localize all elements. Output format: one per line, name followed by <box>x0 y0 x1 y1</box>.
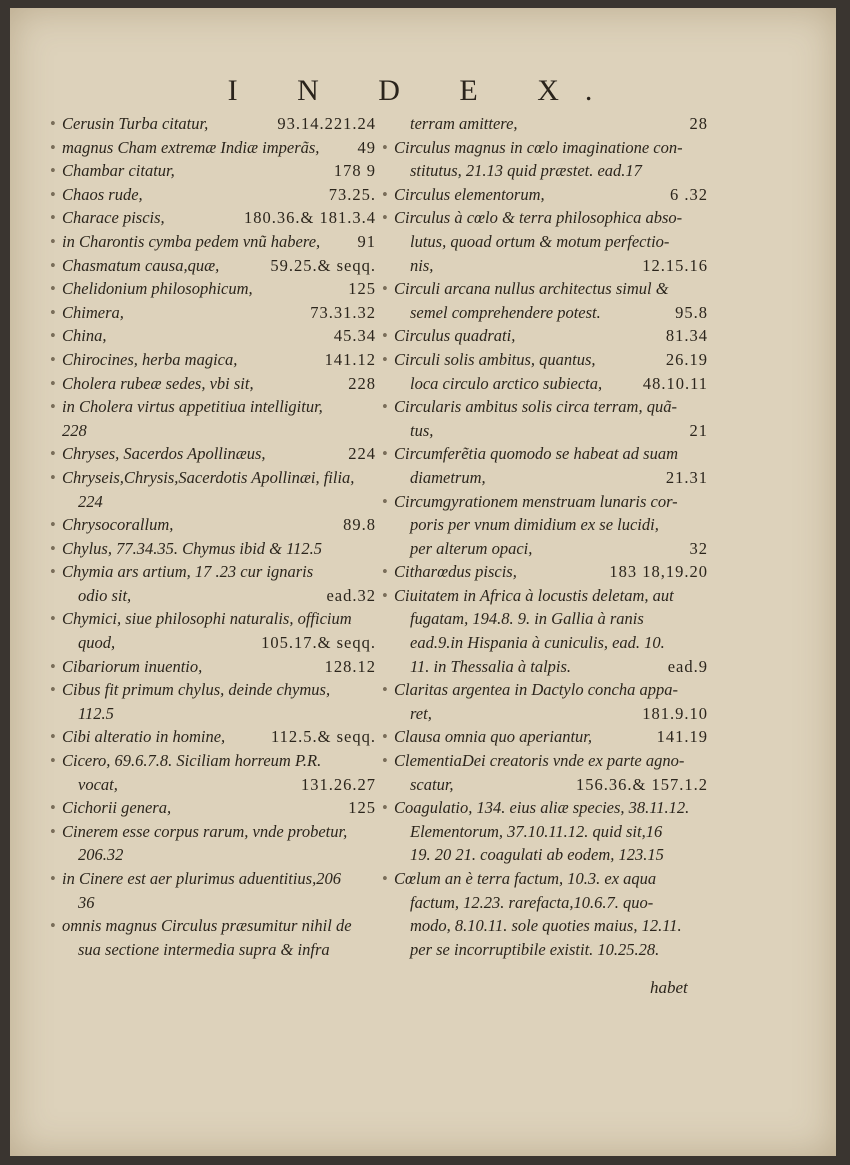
entry-page-ref: 183 18,19.20 <box>609 562 708 582</box>
entry-bullet: • <box>50 302 56 322</box>
entry-bullet: • <box>382 279 388 299</box>
index-entry <box>50 867 376 891</box>
index-entry <box>382 254 708 278</box>
entry-bullet: • <box>382 184 388 204</box>
entry-bullet: • <box>50 326 56 346</box>
index-entry <box>50 749 376 773</box>
entry-text: Clausa omnia quo aperiantur, <box>394 727 593 747</box>
entry-page-ref: 89.8 <box>343 515 376 535</box>
entry-text: Cibus fit primum chylus, deinde chymus, <box>62 680 331 700</box>
entry-bullet: • <box>382 137 388 157</box>
index-entry <box>50 348 376 372</box>
index-entry <box>50 537 376 561</box>
entry-bullet: • <box>50 444 56 464</box>
entry-text: Citharœdus piscis, <box>394 562 517 582</box>
index-entry <box>50 938 376 962</box>
index-entry <box>382 395 708 419</box>
index-entry <box>382 607 708 631</box>
entry-text: modo, 8.10.11. sole quoties maius, 12.11. <box>410 916 682 936</box>
entry-page-ref: 45.34 <box>333 326 376 346</box>
index-entry <box>382 702 708 726</box>
index-entry <box>50 254 376 278</box>
index-entry <box>382 183 708 207</box>
entry-bullet: • <box>382 326 388 346</box>
index-entry <box>382 820 708 844</box>
entry-bullet: • <box>382 798 388 818</box>
entry-bullet: • <box>50 397 56 417</box>
entry-text: odio sit, <box>78 585 132 605</box>
entry-page-ref: 141.12 <box>324 349 376 369</box>
entry-page-ref: 125 <box>348 798 376 818</box>
index-entry <box>382 277 708 301</box>
index-entry <box>50 324 376 348</box>
index-entry <box>50 891 376 915</box>
index-entry <box>382 560 708 584</box>
entry-page-ref: 95.8 <box>675 302 708 322</box>
entry-page-ref: 48.10.11 <box>642 373 708 393</box>
index-entry <box>382 372 708 396</box>
entry-text: Ciuitatem in Africa à locustis deletam, aut <box>394 585 674 605</box>
entry-page-ref: 59.25.& seqq. <box>270 255 376 275</box>
index-entry <box>50 112 376 136</box>
entry-text: magnus Cham extremæ Indiæ imperãs, <box>62 137 320 157</box>
index-entry <box>382 867 708 891</box>
index-entry <box>50 395 376 419</box>
index-entry <box>50 136 376 160</box>
entry-page-ref: 131.26.27 <box>301 774 376 794</box>
index-entry <box>382 419 708 443</box>
index-entry <box>382 749 708 773</box>
index-entry <box>50 466 376 490</box>
entry-bullet: • <box>382 585 388 605</box>
entry-text: loca circulo arctico subiecta, <box>410 373 603 393</box>
index-entry <box>50 183 376 207</box>
entry-text: Circuli arcana nullus architectus simul & <box>394 279 669 299</box>
entry-text: Claritas argentea in Dactylo concha appa- <box>394 680 678 700</box>
entry-page-ref: 49 <box>357 137 376 157</box>
entry-text: Circularis ambitus solis circa terram, quã- <box>394 397 677 417</box>
entry-text: Cerusin Turba citatur, <box>62 114 209 133</box>
index-entry <box>382 136 708 160</box>
entry-bullet: • <box>50 656 56 676</box>
entry-bullet: • <box>382 680 388 700</box>
index-entry <box>382 891 708 915</box>
entry-bullet: • <box>382 562 388 582</box>
entry-text: in Charontis cymba pedem vnũ habere, <box>62 231 321 251</box>
index-entry <box>382 843 708 867</box>
entry-text: Chelidonium philosophicum, <box>62 279 253 299</box>
entry-text: Chaos rude, <box>62 184 143 204</box>
entry-page-ref: 156.36.& 157.1.2 <box>576 774 708 794</box>
entry-text: sua sectione intermedia supra & infra <box>78 939 330 959</box>
entry-text: stitutus, 21.13 quid præstet. ead.17 <box>410 161 642 181</box>
entry-text: Cichorii genera, <box>62 798 172 818</box>
index-entry <box>50 820 376 844</box>
entry-bullet: • <box>50 255 56 275</box>
entry-text: Chymici, siue philosophi naturalis, officium <box>62 609 352 629</box>
entry-text: Elementorum, 37.10.11.12. quid sit,16 <box>410 821 663 841</box>
entry-text: nis, <box>410 255 434 275</box>
entry-text: Chryseis,Chrysis,Sacerdotis Apollinæi, filia, <box>62 467 355 487</box>
entry-text: 11. in Thessalia à talpis. <box>410 656 572 676</box>
entry-text: Circumgyrationem menstruam lunaris cor- <box>394 491 678 511</box>
entry-page-ref: 112.5.& seqq. <box>271 727 376 747</box>
index-entry <box>382 159 708 183</box>
entry-text: Cholera rubeæ sedes, vbi sit, <box>62 373 254 393</box>
entry-page-ref: ead.9 <box>667 656 708 676</box>
entry-text: ead.9.in Hispania à cuniculis, ead. 10. <box>410 633 665 653</box>
entry-bullet: • <box>382 727 388 747</box>
entry-bullet: • <box>50 137 56 157</box>
entry-bullet: • <box>50 751 56 771</box>
index-entry <box>50 206 376 230</box>
index-entry <box>382 655 708 679</box>
entry-text: Circulus magnus in cœlo imaginatione con- <box>394 137 683 157</box>
index-entry <box>382 442 708 466</box>
entry-text: vocat, <box>78 774 118 794</box>
entry-bullet: • <box>50 114 56 133</box>
entry-page-ref: 125 <box>348 279 376 299</box>
index-entry <box>382 773 708 797</box>
index-entry <box>382 584 708 608</box>
entry-text: quod, <box>78 633 116 653</box>
index-entry <box>50 843 376 867</box>
index-entry <box>50 490 376 514</box>
entry-text: Chryses, Sacerdos Apollinæus, <box>62 444 266 464</box>
index-entry <box>50 725 376 749</box>
entry-bullet: • <box>50 208 56 228</box>
entry-page-ref: 12.15.16 <box>642 255 708 275</box>
entry-page-ref: 91 <box>357 231 376 251</box>
index-entry <box>50 159 376 183</box>
entry-text: 112.5 <box>78 703 114 723</box>
entry-text: scatur, <box>410 774 454 794</box>
entry-page-ref: 128.12 <box>324 656 376 676</box>
entry-bullet: • <box>50 161 56 181</box>
index-entry <box>50 301 376 325</box>
entry-text: Circulus quadrati, <box>394 326 516 346</box>
entry-text: China, <box>62 326 107 346</box>
index-entry <box>50 419 376 443</box>
entry-bullet: • <box>50 727 56 747</box>
index-entry <box>50 277 376 301</box>
entry-text: Chrysocorallum, <box>62 515 174 535</box>
entry-text: lutus, quoad ortum & motum perfectio- <box>410 231 670 251</box>
entry-bullet: • <box>50 562 56 582</box>
entry-page-ref: 93.14.221.24 <box>277 114 376 133</box>
entry-page-ref: 73.31.32 <box>310 302 376 322</box>
entry-bullet: • <box>50 538 56 558</box>
entry-bullet: • <box>382 349 388 369</box>
index-entry <box>50 372 376 396</box>
entry-bullet: • <box>50 373 56 393</box>
entry-page-ref: 181.9.10 <box>642 703 708 723</box>
entry-text: Chymia ars artium, 17 .23 cur ignaris <box>62 562 314 582</box>
entry-text: per alterum opaci, <box>410 538 533 558</box>
index-entry <box>382 914 708 938</box>
entry-text: 206.32 <box>78 845 124 865</box>
entry-text: Cicero, 69.6.7.8. Siciliam horreum P.R. <box>62 751 322 771</box>
index-entry <box>382 725 708 749</box>
index-entry <box>50 678 376 702</box>
entry-bullet: • <box>382 869 388 888</box>
entry-text: 228 <box>62 420 87 440</box>
entry-text: Cibi alteratio in homine, <box>62 727 226 747</box>
entry-text: poris per vnum dimidium ex se lucidi, <box>410 515 659 535</box>
entry-bullet: • <box>50 184 56 204</box>
entry-bullet: • <box>50 515 56 535</box>
entry-page-ref: 178 9 <box>333 161 376 181</box>
index-entry <box>50 914 376 938</box>
entry-text: Charace piscis, <box>62 208 165 228</box>
entry-bullet: • <box>50 279 56 299</box>
entry-text: Cinerem esse corpus rarum, vnde probetur, <box>62 821 348 841</box>
entry-bullet: • <box>50 916 56 936</box>
entry-page-ref: 81.34 <box>665 326 708 346</box>
index-entry <box>382 537 708 561</box>
index-entry <box>382 938 708 962</box>
entry-text: 224 <box>78 491 103 511</box>
index-entry <box>50 631 376 655</box>
index-entry <box>50 655 376 679</box>
entry-bullet: • <box>50 798 56 818</box>
entry-text: semel comprehendere potest. <box>410 302 601 322</box>
entry-text: Circulus à cœlo & terra philosophica abso- <box>394 208 683 228</box>
entry-text: in Cholera virtus appetitiua intelligitur, <box>62 397 323 417</box>
index-entry <box>50 513 376 537</box>
index-entry <box>382 348 708 372</box>
entry-bullet: • <box>382 444 388 464</box>
entry-page-ref: 141.19 <box>656 727 708 747</box>
index-entry <box>382 513 708 537</box>
entry-bullet: • <box>50 231 56 251</box>
index-entry <box>382 631 708 655</box>
index-entry <box>50 230 376 254</box>
entry-bullet: • <box>382 751 388 771</box>
entry-page-ref: 6 .32 <box>670 184 708 204</box>
index-entry <box>50 702 376 726</box>
entry-text: Cibariorum inuentio, <box>62 656 203 676</box>
entry-text: terram amittere, <box>410 114 518 133</box>
entry-page-ref: ead.32 <box>326 585 376 605</box>
index-entry <box>382 206 708 230</box>
entry-text: Circulus elementorum, <box>394 184 545 204</box>
index-entry <box>382 466 708 490</box>
entry-text: per se incorruptibile existit. 10.25.28. <box>410 939 660 959</box>
entry-text: 19. 20 21. coagulati ab eodem, 123.15 <box>410 845 664 865</box>
entry-text: Chambar citatur, <box>62 161 175 181</box>
entry-text: fugatam, 194.8. 9. in Gallia à ranis <box>410 609 644 629</box>
entry-text: omnis magnus Circulus præsumitur nihil de <box>62 916 352 936</box>
entry-page-ref: 21.31 <box>665 467 708 487</box>
entry-text: ClementiaDei creatoris vnde ex parte agno- <box>394 751 685 771</box>
entry-text: Chylus, 77.34.35. Chymus ibid & 112.5 <box>62 538 323 558</box>
entry-page-ref: 228 <box>348 373 376 393</box>
index-entry <box>50 560 376 584</box>
index-entry <box>50 773 376 797</box>
entry-text: factum, 12.23. rarefacta,10.6.7. quo- <box>410 892 654 912</box>
entry-bullet: • <box>50 821 56 841</box>
entry-page-ref: 21 <box>689 420 708 440</box>
entry-page-ref: 224 <box>348 444 376 464</box>
index-entry <box>382 796 708 820</box>
index-column-left <box>50 112 376 961</box>
index-entry <box>382 678 708 702</box>
entry-bullet: • <box>50 869 56 888</box>
index-entry <box>382 301 708 325</box>
index-entry <box>382 490 708 514</box>
catchword: habet <box>650 978 688 997</box>
entry-text: ret, <box>410 703 432 723</box>
entry-page-ref: 180.36.& 181.3.4 <box>244 208 376 228</box>
entry-text: diametrum, <box>410 467 486 487</box>
entry-page-ref: 32 <box>689 538 708 558</box>
entry-page-ref: 26.19 <box>665 349 708 369</box>
entry-text: tus, <box>410 420 434 440</box>
entry-page-ref: 105.17.& seqq. <box>261 633 376 653</box>
entry-text: Cœlum an è terra factum, 10.3. ex aqua <box>394 869 657 888</box>
entry-text: Circuli solis ambitus, quantus, <box>394 349 596 369</box>
entry-text: Chasmatum causa,quæ, <box>62 255 220 275</box>
entry-text: Chirocines, herba magica, <box>62 349 238 369</box>
index-entry <box>382 112 708 136</box>
index-column-right <box>382 112 708 961</box>
entry-bullet: • <box>50 609 56 629</box>
index-entry <box>382 230 708 254</box>
entry-text: Chimera, <box>62 302 124 322</box>
index-entry <box>50 796 376 820</box>
entry-bullet: • <box>50 467 56 487</box>
entry-page-ref: 28 <box>689 114 708 133</box>
index-entry <box>50 442 376 466</box>
entry-bullet: • <box>382 397 388 417</box>
entry-text: 36 <box>78 892 95 912</box>
entry-bullet: • <box>382 208 388 228</box>
entry-page-ref: 73.25. <box>328 184 376 204</box>
index-entry <box>50 584 376 608</box>
entry-bullet: • <box>50 680 56 700</box>
entry-text: Circumferẽtia quomodo se habeat ad suam <box>394 444 678 464</box>
entry-text: in Cinere est aer plurimus aduentitius,206 <box>62 869 341 888</box>
entry-bullet: • <box>382 491 388 511</box>
index-entry <box>382 324 708 348</box>
entry-text: Coagulatio, 134. eius aliæ species, 38.11.12. <box>394 798 690 818</box>
book-page <box>10 8 836 1156</box>
index-entry <box>50 607 376 631</box>
entry-bullet: • <box>50 349 56 369</box>
page-header: I N D E X. <box>227 74 619 107</box>
